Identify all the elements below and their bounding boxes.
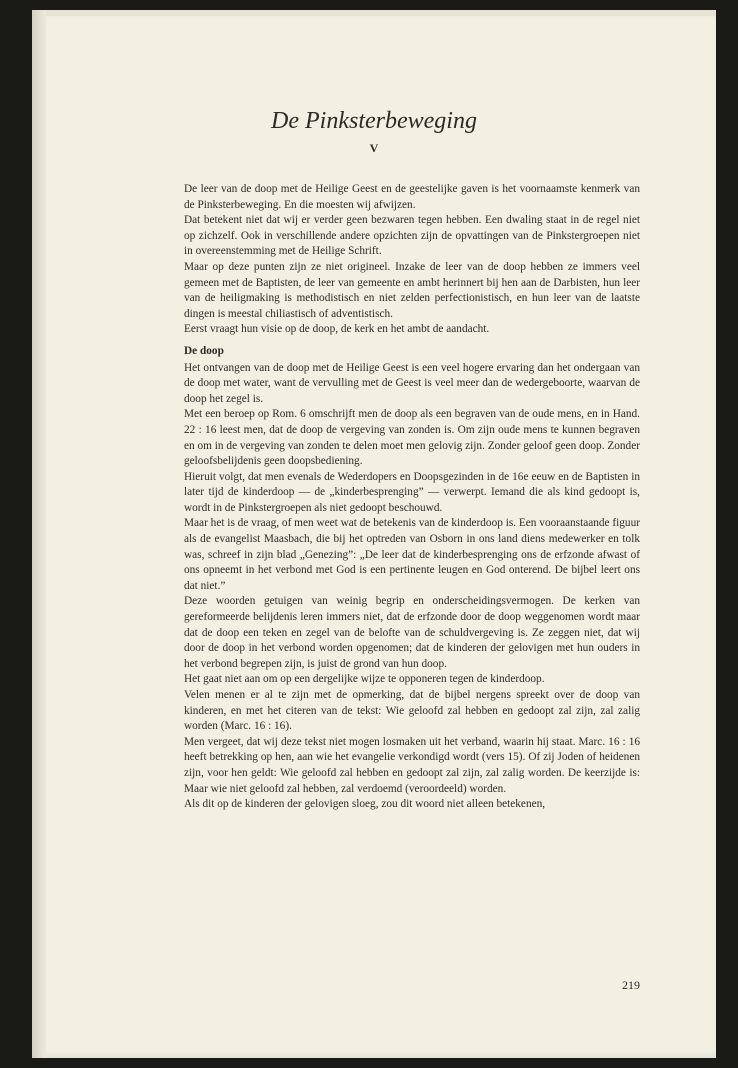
paragraph: Het gaat niet aan om op een dergelijke wijze te opponeren tegen de kinderdoop. <box>184 673 545 686</box>
paragraph: Men vergeet, dat wij deze tekst niet mogen losmaken uit het verband, waarin hij staat. Marc. 16 : 16 heeft betrekking op hen, aan wie het evangelie verkondigd wordt (vers 15). Of zij Joden of heidenen zijn, voor hen geldt: Wie geloofd zal hebben en gedoopt zal zijn, zal zalig worden. De keerzijde is: Maar wie niet geloofd zal hebben, zal verdoemd (veroordeeld) worden. <box>184 735 640 795</box>
paragraph: Het ontvangen van de doop met de Heilige Geest is een veel hogere ervaring dan het ondergaan van de doop met water, want de vervulling met de Geest is veel meer dan de wedergeboorte, waarvan de doop het zegel is. <box>184 361 640 405</box>
paragraph: De leer van de doop met de Heilige Geest en de geestelijke gaven is het voornaamste kenmerk van de Pinksterbeweging. En die moesten wij afwijzen. <box>184 183 640 211</box>
article-title: De Pinksterbeweging <box>271 108 477 134</box>
paragraph: Dat betekent niet dat wij er verder geen bezwaren tegen hebben. Een dwaling staat in de regel niet op zichzelf. Ook in verschillende andere opzichten zijn de opvattingen van de Pinkstergroepen niet in overeenstemming met de Heilige Schrift. <box>184 214 640 258</box>
article-body <box>184 182 640 813</box>
paragraph: Hieruit volgt, dat men evenals de Wederdopers en Doopsgezinden in de 16e eeuw en de Baptisten in later tijd de kinderdoop — de „kinderbesprenging” — verwerpt. Iemand die als kind gedoopt is, wordt in de Pinkstergroepen als niet gedoopt beschouwd. <box>184 470 640 514</box>
paragraph: Met een beroep op Rom. 6 omschrijft men de doop als een begraven van de oude mens, en in Hand. 22 : 16 leest men, dat de doop de vergeving van zonden is. Om zijn oude mens te kunnen begraven en om in de vergeving van zonden te delen moet men gelovig zijn. Zonder geloof geen doop. Zonder geloofsbelijdenis geen doopsbediening. <box>184 408 640 468</box>
paragraph: Maar op deze punten zijn ze niet origineel. Inzake de leer van de doop hebben ze immers veel gemeen met de Baptisten, de leer van gemeente en ambt herinnert bij hen aan de Darbisten, hun leer van de heiligmaking is methodistisch en niet zelden perfectionistisch, en hun leer van de laatste dingen is meestal chiliastisch of adventistisch. <box>184 260 640 320</box>
page-binding-edge <box>32 10 46 1058</box>
paragraph: Deze woorden getuigen van weinig begrip en onderscheidingsvermogen. De kerken van gereformeerde belijdenis leren immers niet, dat de erfzonde door de doop weggenomen wordt maar dat de doop een teken en zegel van de belofte van de schuldvergeving is. Ze zeggen niet, dat wij door de doop in het verbond worden opgenomen; dat de kinderen der gelovigen met hun ouders in het verbond begrepen zijn, is juist de grond van hun doop. <box>184 595 640 670</box>
paragraph: Eerst vraagt hun visie op de doop, de kerk en het ambt de aandacht. <box>184 323 490 336</box>
part-numeral: V <box>369 141 379 155</box>
paragraph: Maar het is de vraag, of men weet wat de betekenis van de kinderdoop is. Een vooraanstaande figuur als de evangelist Maasbach, die bij het optreden van Osborn in ons land diens medewerker en tolk was, schreef in zijn blad „Genezing”: „De leer dat de kinderbesprenging ons de erfzonde afwast of ons opneemt in het verbond met God is een pertinente leugen en God onterend. De bijbel leert ons dat niet.” <box>184 517 640 592</box>
page-top-edge <box>32 10 716 16</box>
book-page <box>32 10 716 1058</box>
page-number: 219 <box>622 978 640 992</box>
paragraph: Als dit op de kinderen der gelovigen sloeg, zou dit woord niet alleen betekenen, <box>184 798 546 811</box>
paragraph: Velen menen er al te zijn met de opmerking, dat de bijbel nergens spreekt over de doop van kinderen, en met het citeren van de tekst: Wie geloofd zal hebben en gedoopt zal zijn, zal zalig worden (Marc. 16 : 16). <box>184 689 640 733</box>
section-heading: De doop <box>184 344 224 357</box>
